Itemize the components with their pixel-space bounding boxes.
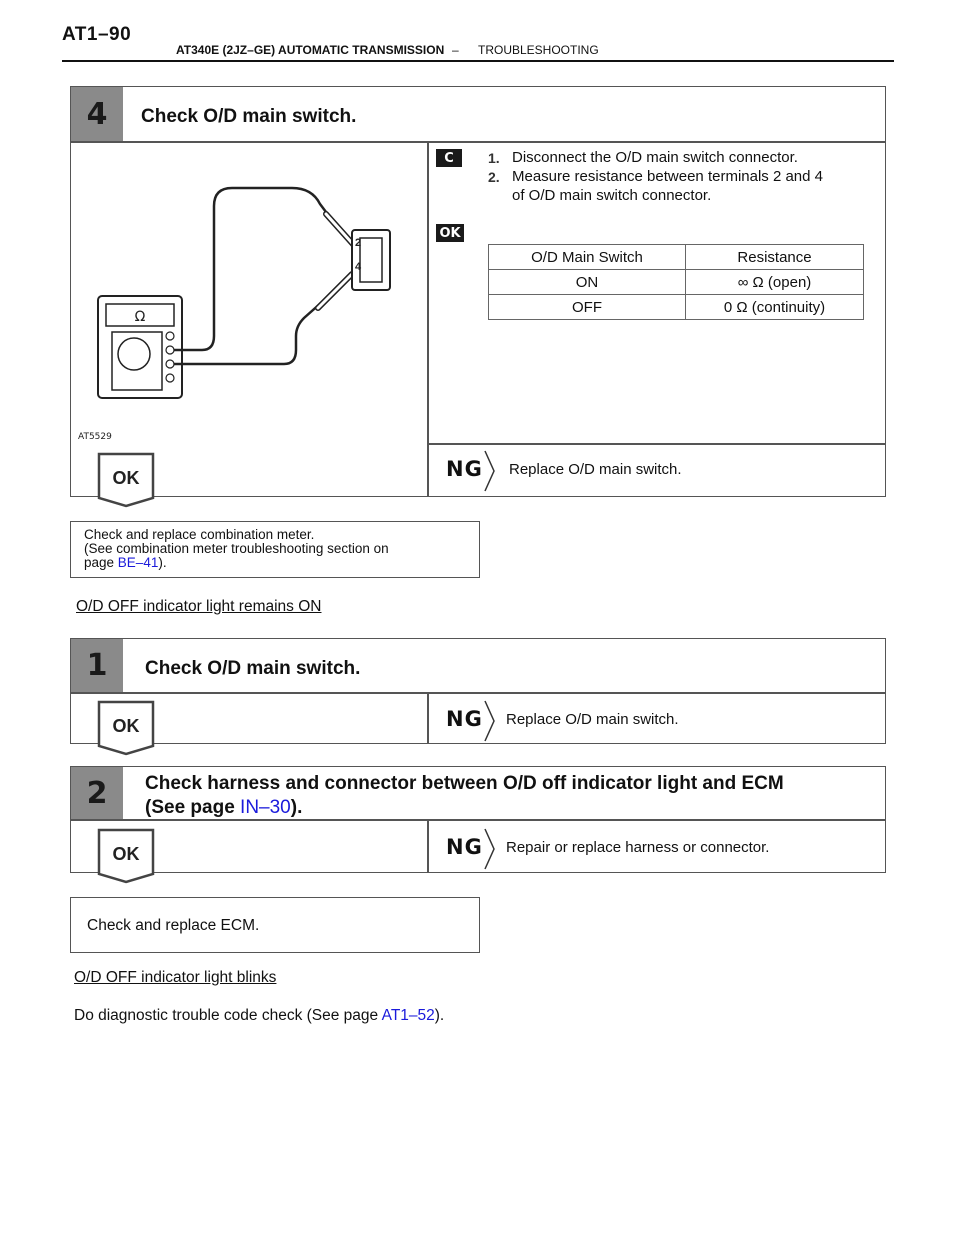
step2-title-line2: (See page IN–30). xyxy=(145,797,303,818)
result-line-1: Check and replace combination meter. xyxy=(84,527,315,542)
link-in30[interactable]: IN–30 xyxy=(240,797,291,818)
step2-ng-action: Repair or replace harness or connector. xyxy=(506,839,770,856)
tag-check: C xyxy=(436,149,462,167)
header-rule xyxy=(62,60,894,62)
test-lead-1 xyxy=(174,188,332,350)
instruction-2-text: Measure resistance between terminals 2 and 4 xyxy=(512,168,824,185)
instruction-1-num: 1. xyxy=(488,150,500,166)
test-lead-2 xyxy=(174,302,322,364)
instruction-1-text: Disconnect the O/D main switch connector. xyxy=(512,149,798,166)
terminal-2-label: 2 xyxy=(355,237,362,249)
step1-ng-tag: NG xyxy=(446,707,483,731)
step4-ng-divider xyxy=(427,443,886,445)
step2-title-line1: Check harness and connector between O/D off indicator light and ECM xyxy=(145,773,784,794)
step2-ng-chevron xyxy=(484,828,496,870)
step1-ok-badge xyxy=(97,700,155,756)
result-box-combination-meter xyxy=(70,521,480,578)
step4-ng-action: Replace O/D main switch. xyxy=(509,461,682,478)
step1-number: 1 xyxy=(71,639,123,692)
terminal-4-label: 4 xyxy=(355,261,362,273)
resistance-table xyxy=(488,244,864,320)
table-cell-state: ON xyxy=(489,270,686,295)
result-ecm-text: Check and replace ECM. xyxy=(87,917,260,934)
instruction-2-cont xyxy=(512,187,711,205)
section-title: TROUBLESHOOTING xyxy=(478,43,599,57)
ohmmeter-illustration xyxy=(74,146,424,442)
table-header-switch: O/D Main Switch xyxy=(489,245,686,270)
step2-ok-badge xyxy=(97,828,155,884)
tag-ok-spec: OK xyxy=(436,224,464,242)
link-be41[interactable]: BE–41 xyxy=(117,555,159,570)
header-separator: – xyxy=(452,43,459,57)
table-cell-resistance: ∞ Ω (open) xyxy=(686,270,864,295)
ohmmeter-dial xyxy=(118,338,150,370)
table-cell-resistance: 0 Ω (continuity) xyxy=(686,295,864,320)
instruction-2-num: 2. xyxy=(488,169,500,185)
step2-ng-tag: NG xyxy=(446,835,483,859)
section-heading-remains-on: O/D OFF indicator light remains ON xyxy=(76,598,322,615)
instruction-2-cont-text: of O/D main switch connector. xyxy=(512,187,712,204)
step4-title-divider xyxy=(70,141,886,143)
step4-number: 4 xyxy=(71,87,123,141)
step1-ng-action: Replace O/D main switch. xyxy=(506,711,679,728)
step4-ok-badge xyxy=(97,452,155,508)
step1-title: Check O/D main switch. xyxy=(145,658,361,679)
svg-text:Ω: Ω xyxy=(134,309,146,325)
instruction-2 xyxy=(488,168,824,186)
step2-title xyxy=(145,772,784,820)
step4-ng-tag: NG xyxy=(446,457,483,481)
table-cell-state: OFF xyxy=(489,295,686,320)
table-row xyxy=(489,295,864,320)
step4-ng-chevron xyxy=(484,450,496,492)
instruction-1 xyxy=(488,149,798,167)
svg-text:OK: OK xyxy=(112,468,140,488)
step1-ng-divider xyxy=(427,693,429,744)
dtc-check-instruction: Do diagnostic trouble code check (See page AT1–52). xyxy=(74,1007,445,1024)
page-number: AT1–90 xyxy=(62,24,132,45)
step2-number: 2 xyxy=(71,767,123,819)
link-at152[interactable]: AT1–52 xyxy=(381,1007,435,1024)
svg-text:OK: OK xyxy=(112,716,140,736)
result-line-3: page BE–41). xyxy=(84,555,167,570)
table-row xyxy=(489,270,864,295)
table-header-resistance: Resistance xyxy=(686,245,864,270)
step1-title-divider xyxy=(70,692,886,694)
step4-title: Check O/D main switch. xyxy=(141,106,357,127)
svg-text:OK: OK xyxy=(112,844,140,864)
step2-ng-divider xyxy=(427,820,429,873)
result-line-2: (See combination meter troubleshooting section on xyxy=(84,541,389,556)
manual-title: AT340E (2JZ–GE) AUTOMATIC TRANSMISSION xyxy=(176,43,445,57)
step1-ng-chevron xyxy=(484,700,496,742)
figure-code: AT5529 xyxy=(78,432,112,442)
section-heading-blinks: O/D OFF indicator light blinks xyxy=(74,969,277,986)
table-header-row xyxy=(489,245,864,270)
